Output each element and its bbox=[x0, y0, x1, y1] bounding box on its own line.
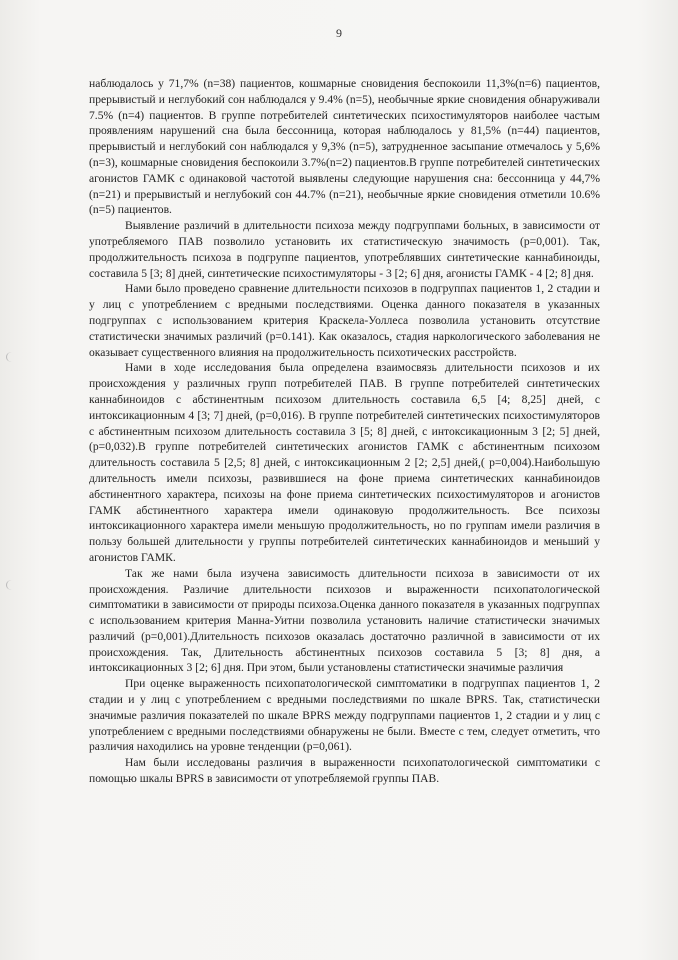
scan-artifact bbox=[6, 580, 17, 590]
paragraph: Так же нами была изучена зависимость длительности психоза в зависимости от их происхождения. Различие длительности психозов и выраженности психопатологической симптоматики в зависимости от природы психоза.Оценка данного показателя в указанных подгруппах с использованием критерия Манна-Уитни позволила установить наличие статистически значимых различий (p=0,001).Длительность психозов оказалась достаточно различной в зависимости от их происхождения. Так, Длительность абстинентных психозов составила 5 [3; 8] дня, а интоксикационных 3 [2; 6] дня. При этом, были установлены статистически значимые различия bbox=[89, 566, 600, 675]
paragraph: Нами было проведено сравнение длительности психозов в подгруппах пациентов 1, 2 стадии и у лиц с употреблением с вредными последствиями. Оценка данного показателя в указанных подгруппах с использованием критерия Краскела-Уоллеса позволила установить отсутствие статистически значимых различий (p=0.141). Как оказалось, стадия наркологического заболевания не оказывает существенного влияния на продолжительность психотических расстройств. bbox=[89, 282, 600, 359]
paragraph: При оценке выраженность психопатологической симптоматики в подгруппах пациентов 1, 2 стадии и у лиц с употреблением с вредными последствиями по шкале BPRS. Так, статистически значимые различия показателей по шкале BPRS между подгруппами пациентов 1, 2 стадии и у лиц с употреблением с вредными последствиями обнаружены не были. Вместе с тем, следует отметить, что различия находились на уровне тенденции (p=0,061). bbox=[89, 677, 600, 754]
page-number: 9 bbox=[336, 26, 342, 40]
paragraph: Нам были исследованы различия в выраженности психопатологической симптоматики с помощью шкалы BPRS в зависимости от употребляемой группы ПАВ. bbox=[89, 756, 600, 786]
paragraph: Выявление различий в длительности психоза между подгруппами больных, в зависимости от употребляемого ПАВ позволило установить их статистическую значимость (p=0,001). Так, продолжительность психоза в подгруппе пациентов, употреблявших синтетические каннабиноиды, составила 5 [3; 8] дней, синтетические психостимуляторы - 3 [2; 6] дня, агонисты ГАМК - 4 [2; 8] дня. bbox=[89, 219, 600, 280]
paragraph: наблюдалось у 71,7% (n=38) пациентов, кошмарные сновидения беспокоили 11,3%(n=6) пациентов, прерывистый и неглубокий сон наблюдался у 9.4% (n=5), необычные яркие сновидения обнаруживали 7.5% (n=4) пациентов. В группе потребителей синтетических психостимуляторов наиболее частым проявлениям нарушений сна была бессонница, которая наблюдалось у 81,5% (n=44) пациентов, прерывистый и неглубокий сон наблюдался у 9,3% (n=5), затрудненное засыпание отмечалось у 5,6% (n=3), кошмарные сновидения беспокоили 3.7%(n=2) пациентов.В группе потребителей синтетических агонистов ГАМК с одинаковой частотой выявлены следующие нарушения сна: бессонница у 44,7% (n=21) и прерывистый и неглубокий сон 44.7% (n=21), необычные яркие сновидения отметили 10.6% (n=5) пациентов. bbox=[89, 77, 600, 217]
paragraph: Нами в ходе исследования была определена взаимосвязь длительности психозов и их происхождения у различных групп потребителей ПАВ. В группе потребителей синтетических каннабиноидов с абстинентным психозом длительность составила 6,5 [4; 8,25] дней, с интоксикационным 4 [3; 7] дней, (p=0,016). В группе потребителей синтетических психостимуляторов с абстинентным психозом длительность составила 3 [5; 8] дней, с интоксикационным 3 [2; 5] дней, (p=0,032).В группе потребителей синтетических агонистов ГАМК с абстинентным психозом длительность составила 5 [2,5; 8] дней, с интоксикационным 2 [2; 2,5] дней,( p=0,004).Наибольшую длительность имели психозы, развившиеся на фоне приема синтетических каннабиноидов абстинентного характера, психозы на фоне приема синтетических психостимуляторов и агонистов ГАМК абстинентного характера имели одинаковую продолжительность. Все психозы интоксикационного характера имели меньшую продолжительность, но по группам имели различия в пользу большей длительности у группы потребителей синтетических каннабиноидов и меньший у агонистов ГАМК. bbox=[89, 361, 600, 564]
scan-artifact bbox=[6, 352, 17, 362]
document-body bbox=[89, 76, 600, 787]
